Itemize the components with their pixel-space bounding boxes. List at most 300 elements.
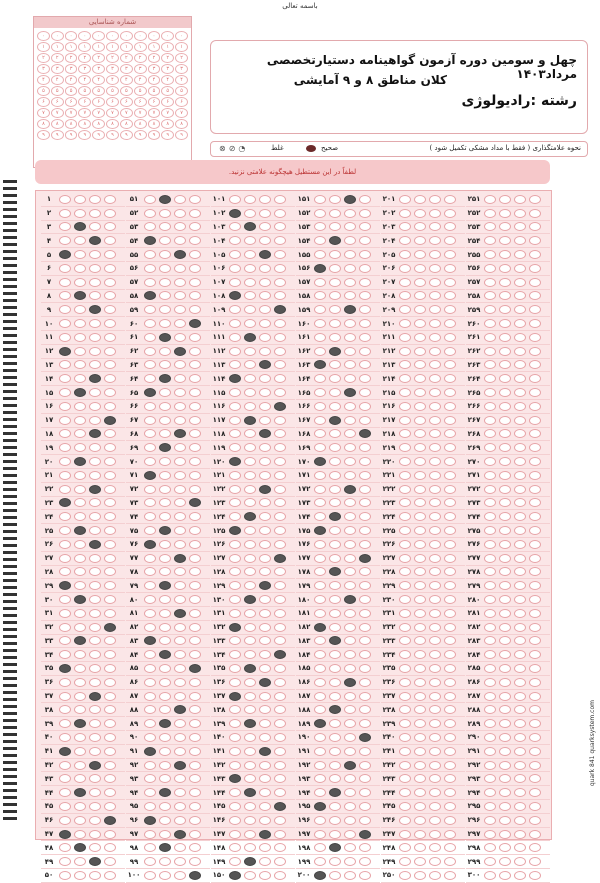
- answer-bubble[interactable]: [444, 719, 456, 728]
- answer-bubble[interactable]: [174, 802, 186, 811]
- answer-bubble[interactable]: [444, 802, 456, 811]
- answer-bubble[interactable]: [484, 305, 496, 314]
- answer-bubble[interactable]: [429, 526, 441, 535]
- answer-bubble[interactable]: [274, 209, 286, 218]
- answer-bubble[interactable]: [274, 526, 286, 535]
- answer-bubble[interactable]: [59, 678, 71, 687]
- answer-bubble[interactable]: [104, 788, 116, 797]
- answer-bubble[interactable]: [329, 209, 341, 218]
- answer-bubble[interactable]: [344, 443, 356, 452]
- answer-bubble[interactable]: [514, 747, 526, 756]
- id-bubble[interactable]: ۱: [37, 42, 50, 52]
- id-bubble[interactable]: ۳: [120, 64, 133, 74]
- id-bubble[interactable]: ۴: [65, 75, 78, 85]
- answer-bubble[interactable]: [59, 705, 71, 714]
- answer-bubble[interactable]: [499, 595, 511, 604]
- answer-bubble[interactable]: [344, 636, 356, 645]
- answer-bubble[interactable]: [144, 526, 156, 535]
- answer-bubble[interactable]: [484, 374, 496, 383]
- answer-bubble[interactable]: [259, 443, 271, 452]
- answer-bubble[interactable]: [229, 567, 241, 576]
- id-bubble[interactable]: ۴: [78, 75, 91, 85]
- answer-bubble[interactable]: [244, 347, 256, 356]
- answer-bubble[interactable]: [429, 857, 441, 866]
- answer-bubble[interactable]: [74, 816, 86, 825]
- answer-bubble[interactable]: [229, 650, 241, 659]
- answer-bubble[interactable]: [529, 567, 541, 576]
- answer-bubble[interactable]: [189, 609, 201, 618]
- answer-bubble[interactable]: [244, 761, 256, 770]
- answer-bubble[interactable]: [314, 623, 326, 632]
- answer-bubble[interactable]: [499, 816, 511, 825]
- answer-bubble[interactable]: [104, 816, 116, 825]
- answer-bubble[interactable]: [314, 374, 326, 383]
- answer-bubble[interactable]: [529, 236, 541, 245]
- answer-bubble[interactable]: [59, 374, 71, 383]
- answer-bubble[interactable]: [484, 264, 496, 273]
- answer-bubble[interactable]: [484, 595, 496, 604]
- answer-bubble[interactable]: [174, 374, 186, 383]
- answer-bubble[interactable]: [429, 512, 441, 521]
- answer-bubble[interactable]: [484, 222, 496, 231]
- id-bubble[interactable]: ۲: [37, 53, 50, 63]
- id-bubble[interactable]: ۵: [161, 86, 174, 96]
- answer-bubble[interactable]: [399, 581, 411, 590]
- answer-bubble[interactable]: [514, 471, 526, 480]
- answer-bubble[interactable]: [529, 471, 541, 480]
- id-bubble[interactable]: ۹: [161, 130, 174, 140]
- answer-bubble[interactable]: [74, 333, 86, 342]
- answer-bubble[interactable]: [314, 540, 326, 549]
- answer-bubble[interactable]: [414, 636, 426, 645]
- answer-bubble[interactable]: [344, 526, 356, 535]
- answer-bubble[interactable]: [529, 747, 541, 756]
- answer-bubble[interactable]: [274, 692, 286, 701]
- answer-bubble[interactable]: [89, 429, 101, 438]
- answer-bubble[interactable]: [59, 788, 71, 797]
- answer-bubble[interactable]: [259, 236, 271, 245]
- answer-bubble[interactable]: [89, 595, 101, 604]
- id-bubble[interactable]: ۷: [161, 108, 174, 118]
- answer-bubble[interactable]: [529, 222, 541, 231]
- id-bubble[interactable]: ۲: [120, 53, 133, 63]
- answer-bubble[interactable]: [144, 305, 156, 314]
- answer-bubble[interactable]: [259, 457, 271, 466]
- id-bubble[interactable]: ۰: [106, 31, 119, 41]
- answer-bubble[interactable]: [259, 567, 271, 576]
- answer-bubble[interactable]: [344, 416, 356, 425]
- answer-bubble[interactable]: [59, 485, 71, 494]
- answer-bubble[interactable]: [89, 416, 101, 425]
- answer-bubble[interactable]: [414, 761, 426, 770]
- answer-bubble[interactable]: [244, 705, 256, 714]
- answer-bubble[interactable]: [104, 774, 116, 783]
- answer-bubble[interactable]: [499, 402, 511, 411]
- answer-bubble[interactable]: [89, 250, 101, 259]
- answer-bubble[interactable]: [259, 595, 271, 604]
- id-bubble[interactable]: ۵: [37, 86, 50, 96]
- answer-bubble[interactable]: [229, 761, 241, 770]
- answer-bubble[interactable]: [414, 347, 426, 356]
- answer-bubble[interactable]: [329, 416, 341, 425]
- answer-bubble[interactable]: [484, 650, 496, 659]
- answer-bubble[interactable]: [104, 305, 116, 314]
- id-bubble[interactable]: ۴: [175, 75, 188, 85]
- answer-bubble[interactable]: [259, 264, 271, 273]
- answer-bubble[interactable]: [314, 443, 326, 452]
- answer-bubble[interactable]: [89, 816, 101, 825]
- answer-bubble[interactable]: [89, 774, 101, 783]
- answer-bubble[interactable]: [74, 871, 86, 880]
- answer-bubble[interactable]: [174, 333, 186, 342]
- answer-bubble[interactable]: [359, 774, 371, 783]
- answer-bubble[interactable]: [244, 554, 256, 563]
- answer-bubble[interactable]: [259, 319, 271, 328]
- answer-bubble[interactable]: [189, 374, 201, 383]
- id-bubble[interactable]: ۰: [148, 31, 161, 41]
- answer-bubble[interactable]: [89, 678, 101, 687]
- answer-bubble[interactable]: [359, 761, 371, 770]
- answer-bubble[interactable]: [514, 222, 526, 231]
- answer-bubble[interactable]: [329, 761, 341, 770]
- answer-bubble[interactable]: [144, 830, 156, 839]
- answer-bubble[interactable]: [189, 636, 201, 645]
- answer-bubble[interactable]: [329, 705, 341, 714]
- answer-bubble[interactable]: [74, 843, 86, 852]
- answer-bubble[interactable]: [259, 471, 271, 480]
- answer-bubble[interactable]: [174, 526, 186, 535]
- answer-bubble[interactable]: [259, 485, 271, 494]
- id-bubble[interactable]: ۳: [51, 64, 64, 74]
- id-bubble[interactable]: ۳: [37, 64, 50, 74]
- answer-bubble[interactable]: [144, 333, 156, 342]
- answer-bubble[interactable]: [229, 871, 241, 880]
- answer-bubble[interactable]: [74, 761, 86, 770]
- answer-bubble[interactable]: [244, 678, 256, 687]
- answer-bubble[interactable]: [159, 802, 171, 811]
- answer-bubble[interactable]: [529, 402, 541, 411]
- answer-bubble[interactable]: [104, 830, 116, 839]
- answer-bubble[interactable]: [359, 705, 371, 714]
- answer-bubble[interactable]: [89, 195, 101, 204]
- answer-bubble[interactable]: [74, 360, 86, 369]
- answer-bubble[interactable]: [189, 333, 201, 342]
- answer-bubble[interactable]: [499, 719, 511, 728]
- id-bubble[interactable]: ۶: [161, 97, 174, 107]
- answer-bubble[interactable]: [159, 457, 171, 466]
- answer-bubble[interactable]: [229, 857, 241, 866]
- answer-bubble[interactable]: [174, 347, 186, 356]
- answer-bubble[interactable]: [499, 623, 511, 632]
- id-bubble[interactable]: ۰: [51, 31, 64, 41]
- answer-bubble[interactable]: [329, 830, 341, 839]
- answer-bubble[interactable]: [484, 733, 496, 742]
- answer-bubble[interactable]: [189, 236, 201, 245]
- answer-bubble[interactable]: [174, 719, 186, 728]
- answer-bubble[interactable]: [314, 567, 326, 576]
- id-bubble[interactable]: ۶: [175, 97, 188, 107]
- answer-bubble[interactable]: [104, 209, 116, 218]
- answer-bubble[interactable]: [529, 347, 541, 356]
- answer-bubble[interactable]: [229, 319, 241, 328]
- answer-bubble[interactable]: [484, 843, 496, 852]
- answer-bubble[interactable]: [244, 747, 256, 756]
- answer-bubble[interactable]: [159, 747, 171, 756]
- answer-bubble[interactable]: [529, 360, 541, 369]
- answer-bubble[interactable]: [399, 429, 411, 438]
- answer-bubble[interactable]: [484, 443, 496, 452]
- answer-bubble[interactable]: [189, 264, 201, 273]
- answer-bubble[interactable]: [529, 429, 541, 438]
- answer-bubble[interactable]: [229, 747, 241, 756]
- answer-bubble[interactable]: [529, 278, 541, 287]
- id-bubble[interactable]: ۶: [148, 97, 161, 107]
- answer-bubble[interactable]: [104, 871, 116, 880]
- answer-bubble[interactable]: [514, 733, 526, 742]
- answer-bubble[interactable]: [359, 222, 371, 231]
- answer-bubble[interactable]: [499, 692, 511, 701]
- answer-bubble[interactable]: [259, 774, 271, 783]
- answer-bubble[interactable]: [89, 526, 101, 535]
- answer-bubble[interactable]: [529, 761, 541, 770]
- answer-bubble[interactable]: [229, 250, 241, 259]
- answer-bubble[interactable]: [89, 747, 101, 756]
- answer-bubble[interactable]: [344, 388, 356, 397]
- answer-bubble[interactable]: [344, 871, 356, 880]
- answer-bubble[interactable]: [499, 429, 511, 438]
- answer-bubble[interactable]: [329, 333, 341, 342]
- answer-bubble[interactable]: [399, 540, 411, 549]
- id-bubble[interactable]: ۴: [120, 75, 133, 85]
- answer-bubble[interactable]: [259, 623, 271, 632]
- answer-bubble[interactable]: [229, 719, 241, 728]
- answer-bubble[interactable]: [329, 581, 341, 590]
- answer-bubble[interactable]: [144, 429, 156, 438]
- answer-bubble[interactable]: [59, 347, 71, 356]
- answer-bubble[interactable]: [104, 636, 116, 645]
- answer-bubble[interactable]: [399, 567, 411, 576]
- id-bubble[interactable]: ۴: [51, 75, 64, 85]
- answer-bubble[interactable]: [229, 788, 241, 797]
- id-bubble[interactable]: ۶: [37, 97, 50, 107]
- answer-bubble[interactable]: [89, 360, 101, 369]
- answer-bubble[interactable]: [499, 236, 511, 245]
- answer-bubble[interactable]: [159, 761, 171, 770]
- answer-bubble[interactable]: [189, 209, 201, 218]
- answer-bubble[interactable]: [259, 291, 271, 300]
- answer-bubble[interactable]: [104, 705, 116, 714]
- answer-bubble[interactable]: [74, 485, 86, 494]
- answer-bubble[interactable]: [529, 733, 541, 742]
- answer-bubble[interactable]: [59, 636, 71, 645]
- answer-bubble[interactable]: [229, 554, 241, 563]
- answer-bubble[interactable]: [314, 264, 326, 273]
- answer-bubble[interactable]: [189, 678, 201, 687]
- answer-bubble[interactable]: [59, 830, 71, 839]
- answer-bubble[interactable]: [89, 692, 101, 701]
- answer-bubble[interactable]: [174, 871, 186, 880]
- answer-bubble[interactable]: [329, 512, 341, 521]
- answer-bubble[interactable]: [244, 857, 256, 866]
- answer-bubble[interactable]: [259, 733, 271, 742]
- answer-bubble[interactable]: [414, 567, 426, 576]
- answer-bubble[interactable]: [174, 236, 186, 245]
- answer-bubble[interactable]: [274, 664, 286, 673]
- answer-bubble[interactable]: [499, 774, 511, 783]
- answer-bubble[interactable]: [159, 774, 171, 783]
- answer-bubble[interactable]: [144, 650, 156, 659]
- id-bubble[interactable]: ۰: [65, 31, 78, 41]
- answer-bubble[interactable]: [89, 498, 101, 507]
- answer-bubble[interactable]: [359, 843, 371, 852]
- answer-bubble[interactable]: [499, 333, 511, 342]
- answer-bubble[interactable]: [399, 636, 411, 645]
- answer-bubble[interactable]: [174, 264, 186, 273]
- answer-bubble[interactable]: [244, 636, 256, 645]
- answer-bubble[interactable]: [244, 498, 256, 507]
- answer-bubble[interactable]: [529, 664, 541, 673]
- answer-bubble[interactable]: [104, 236, 116, 245]
- id-bubble[interactable]: ۷: [148, 108, 161, 118]
- answer-bubble[interactable]: [499, 457, 511, 466]
- answer-bubble[interactable]: [274, 236, 286, 245]
- answer-bubble[interactable]: [174, 857, 186, 866]
- answer-bubble[interactable]: [429, 692, 441, 701]
- answer-bubble[interactable]: [414, 374, 426, 383]
- answer-bubble[interactable]: [499, 512, 511, 521]
- answer-bubble[interactable]: [314, 581, 326, 590]
- answer-bubble[interactable]: [414, 291, 426, 300]
- answer-bubble[interactable]: [144, 498, 156, 507]
- answer-bubble[interactable]: [344, 774, 356, 783]
- answer-bubble[interactable]: [414, 498, 426, 507]
- answer-bubble[interactable]: [444, 347, 456, 356]
- answer-bubble[interactable]: [104, 540, 116, 549]
- answer-bubble[interactable]: [259, 402, 271, 411]
- answer-bubble[interactable]: [499, 843, 511, 852]
- answer-bubble[interactable]: [344, 429, 356, 438]
- answer-bubble[interactable]: [499, 264, 511, 273]
- answer-bubble[interactable]: [514, 236, 526, 245]
- answer-bubble[interactable]: [484, 857, 496, 866]
- answer-bubble[interactable]: [359, 333, 371, 342]
- answer-bubble[interactable]: [484, 678, 496, 687]
- answer-bubble[interactable]: [159, 291, 171, 300]
- answer-bubble[interactable]: [359, 485, 371, 494]
- answer-bubble[interactable]: [144, 678, 156, 687]
- answer-bubble[interactable]: [59, 761, 71, 770]
- answer-bubble[interactable]: [414, 195, 426, 204]
- answer-bubble[interactable]: [144, 540, 156, 549]
- answer-bubble[interactable]: [514, 692, 526, 701]
- answer-bubble[interactable]: [444, 319, 456, 328]
- answer-bubble[interactable]: [444, 429, 456, 438]
- answer-bubble[interactable]: [159, 388, 171, 397]
- answer-bubble[interactable]: [89, 333, 101, 342]
- answer-bubble[interactable]: [104, 347, 116, 356]
- answer-bubble[interactable]: [89, 788, 101, 797]
- id-bubble[interactable]: ۳: [175, 64, 188, 74]
- answer-bubble[interactable]: [144, 857, 156, 866]
- answer-bubble[interactable]: [444, 857, 456, 866]
- answer-bubble[interactable]: [329, 485, 341, 494]
- answer-bubble[interactable]: [484, 719, 496, 728]
- answer-bubble[interactable]: [344, 567, 356, 576]
- answer-bubble[interactable]: [174, 636, 186, 645]
- answer-bubble[interactable]: [104, 471, 116, 480]
- answer-bubble[interactable]: [104, 664, 116, 673]
- answer-bubble[interactable]: [359, 581, 371, 590]
- answer-bubble[interactable]: [74, 636, 86, 645]
- answer-bubble[interactable]: [514, 719, 526, 728]
- answer-bubble[interactable]: [189, 623, 201, 632]
- answer-bubble[interactable]: [359, 540, 371, 549]
- answer-bubble[interactable]: [74, 802, 86, 811]
- answer-bubble[interactable]: [429, 236, 441, 245]
- answer-bubble[interactable]: [104, 581, 116, 590]
- answer-bubble[interactable]: [244, 402, 256, 411]
- answer-bubble[interactable]: [104, 416, 116, 425]
- answer-bubble[interactable]: [359, 788, 371, 797]
- answer-bubble[interactable]: [274, 636, 286, 645]
- id-bubble[interactable]: ۱: [51, 42, 64, 52]
- answer-bubble[interactable]: [104, 733, 116, 742]
- id-bubble[interactable]: ۴: [134, 75, 147, 85]
- id-bubble[interactable]: ۲: [134, 53, 147, 63]
- answer-bubble[interactable]: [399, 195, 411, 204]
- answer-bubble[interactable]: [399, 388, 411, 397]
- answer-bubble[interactable]: [174, 209, 186, 218]
- answer-bubble[interactable]: [159, 485, 171, 494]
- answer-bubble[interactable]: [329, 388, 341, 397]
- answer-bubble[interactable]: [174, 278, 186, 287]
- answer-bubble[interactable]: [244, 333, 256, 342]
- answer-bubble[interactable]: [344, 705, 356, 714]
- answer-bubble[interactable]: [159, 278, 171, 287]
- answer-bubble[interactable]: [274, 595, 286, 604]
- answer-bubble[interactable]: [259, 871, 271, 880]
- answer-bubble[interactable]: [529, 857, 541, 866]
- answer-bubble[interactable]: [399, 485, 411, 494]
- answer-bubble[interactable]: [159, 609, 171, 618]
- answer-bubble[interactable]: [444, 733, 456, 742]
- answer-bubble[interactable]: [274, 195, 286, 204]
- answer-bubble[interactable]: [514, 705, 526, 714]
- id-bubble[interactable]: ۰: [134, 31, 147, 41]
- answer-bubble[interactable]: [89, 609, 101, 618]
- answer-bubble[interactable]: [484, 540, 496, 549]
- answer-bubble[interactable]: [274, 264, 286, 273]
- answer-bubble[interactable]: [359, 236, 371, 245]
- answer-bubble[interactable]: [399, 250, 411, 259]
- answer-bubble[interactable]: [89, 830, 101, 839]
- answer-bubble[interactable]: [59, 540, 71, 549]
- answer-bubble[interactable]: [314, 871, 326, 880]
- answer-bubble[interactable]: [359, 402, 371, 411]
- answer-bubble[interactable]: [444, 747, 456, 756]
- answer-bubble[interactable]: [274, 222, 286, 231]
- answer-bubble[interactable]: [484, 388, 496, 397]
- answer-bubble[interactable]: [74, 664, 86, 673]
- answer-bubble[interactable]: [314, 291, 326, 300]
- answer-bubble[interactable]: [329, 250, 341, 259]
- answer-bubble[interactable]: [414, 650, 426, 659]
- answer-bubble[interactable]: [59, 581, 71, 590]
- answer-bubble[interactable]: [414, 278, 426, 287]
- answer-bubble[interactable]: [414, 471, 426, 480]
- answer-bubble[interactable]: [174, 595, 186, 604]
- answer-bubble[interactable]: [59, 402, 71, 411]
